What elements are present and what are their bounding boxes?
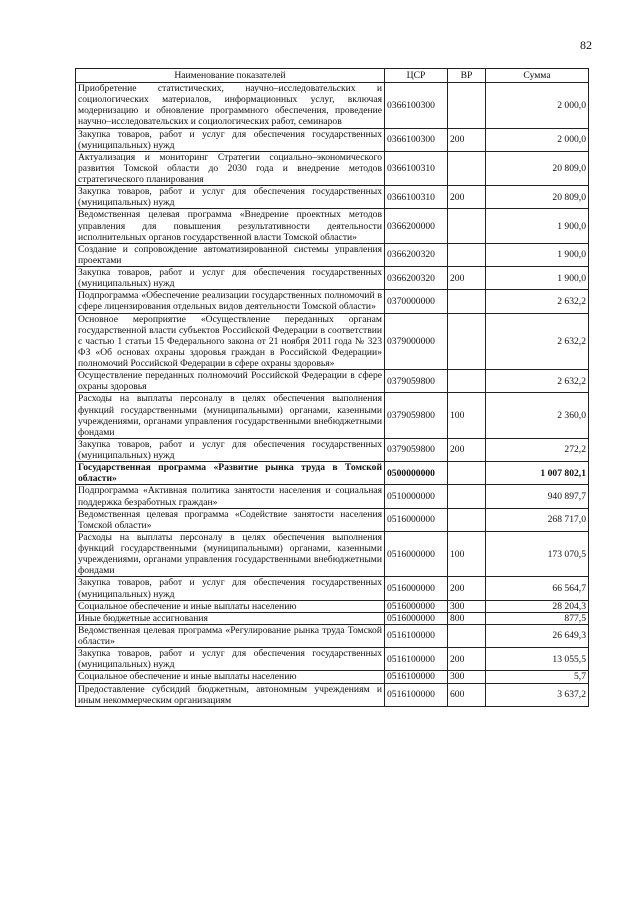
- cell-sum: 2 632,2: [486, 313, 589, 370]
- cell-csr: 0366100310: [385, 151, 448, 185]
- cell-name: Государственная программа «Развитие рынка труда в Томской области»: [76, 462, 385, 485]
- cell-vr: [448, 209, 486, 243]
- table-row: [76, 128, 589, 151]
- cell-vr: [448, 83, 486, 129]
- cell-csr: 0510000000: [385, 485, 448, 508]
- cell-vr: [448, 462, 486, 485]
- cell-csr: 0379059800: [385, 370, 448, 393]
- cell-vr: 100: [448, 393, 486, 439]
- cell-sum: 20 809,0: [486, 151, 589, 185]
- cell-vr: 600: [448, 683, 486, 706]
- table-row: [76, 186, 589, 209]
- cell-vr: 300: [448, 671, 486, 683]
- cell-vr: 200: [448, 577, 486, 600]
- cell-vr: [448, 508, 486, 531]
- cell-name: Социальное обеспечение и иные выплаты населению: [76, 600, 385, 612]
- cell-sum: 2 000,0: [486, 128, 589, 151]
- cell-sum: 1 007 802,1: [486, 462, 589, 485]
- table-row: [76, 624, 589, 647]
- cell-csr: 0516000000: [385, 508, 448, 531]
- cell-csr: 0500000000: [385, 462, 448, 485]
- cell-csr: 0516000000: [385, 577, 448, 600]
- cell-sum: 2 360,0: [486, 393, 589, 439]
- cell-sum: 1 900,0: [486, 267, 589, 290]
- cell-vr: [448, 313, 486, 370]
- cell-name: Закупка товаров, работ и услуг для обеспечения государственных (муниципальных) нужд: [76, 577, 385, 600]
- header-name: Наименование показателей: [76, 69, 385, 83]
- table-row: [76, 243, 589, 266]
- table-row: [76, 612, 589, 624]
- cell-csr: 0366200320: [385, 243, 448, 266]
- table-row: [76, 267, 589, 290]
- cell-vr: [448, 151, 486, 185]
- cell-vr: 200: [448, 267, 486, 290]
- cell-name: Расходы на выплаты персоналу в целях обеспечения выполнения функций государственными (муниципальными) органами, казенными учреждениями, органами управления государственными внебюджетными фондами: [76, 393, 385, 439]
- cell-sum: 877,5: [486, 612, 589, 624]
- cell-vr: [448, 290, 486, 313]
- table-header-row: [76, 69, 589, 83]
- cell-name: Закупка товаров, работ и услуг для обеспечения государственных (муниципальных) нужд: [76, 128, 385, 151]
- table-row: [76, 462, 589, 485]
- cell-csr: 0516100000: [385, 683, 448, 706]
- cell-name: Актуализация и мониторинг Стратегии социально–экономического развития Томской области до 2030 года и внедрение методов стратегического планирования: [76, 151, 385, 185]
- cell-csr: 0516100000: [385, 624, 448, 647]
- cell-sum: 2 632,2: [486, 290, 589, 313]
- table-row: [76, 671, 589, 683]
- cell-csr: 0379000000: [385, 313, 448, 370]
- cell-name: Социальное обеспечение и иные выплаты населению: [76, 671, 385, 683]
- cell-csr: 0379059800: [385, 438, 448, 461]
- cell-name: Иные бюджетные ассигнования: [76, 612, 385, 624]
- header-csr: ЦСР: [385, 69, 448, 83]
- cell-vr: [448, 370, 486, 393]
- cell-sum: 1 900,0: [486, 243, 589, 266]
- cell-name: Приобретение статистических, научно–исследовательских и социологических материалов, информационных услуг, включая модернизацию и обновление программного обеспечения, проведение научно–исследовательских и социологических работ, семинаров: [76, 83, 385, 129]
- table-row: [76, 313, 589, 370]
- cell-name: Ведомственная целевая программа «Внедрение проектных методов управления для повышения результативности деятельности исполнительных органов государственной власти Томской области»: [76, 209, 385, 243]
- cell-csr: 0366200320: [385, 267, 448, 290]
- cell-vr: [448, 243, 486, 266]
- cell-vr: 200: [448, 648, 486, 671]
- cell-csr: 0366100300: [385, 83, 448, 129]
- cell-vr: [448, 624, 486, 647]
- table-row: [76, 531, 589, 577]
- table-row: [76, 370, 589, 393]
- cell-csr: 0516100000: [385, 648, 448, 671]
- table-row: [76, 438, 589, 461]
- cell-sum: 3 637,2: [486, 683, 589, 706]
- table-row: [76, 648, 589, 671]
- budget-table: [75, 68, 589, 707]
- cell-csr: 0366200000: [385, 209, 448, 243]
- cell-name: Закупка товаров, работ и услуг для обеспечения государственных (муниципальных) нужд: [76, 438, 385, 461]
- cell-sum: 940 897,7: [486, 485, 589, 508]
- cell-name: Закупка товаров, работ и услуг для обеспечения государственных (муниципальных) нужд: [76, 648, 385, 671]
- cell-csr: 0516000000: [385, 612, 448, 624]
- table-row: [76, 683, 589, 706]
- cell-sum: 1 900,0: [486, 209, 589, 243]
- table-body: [76, 83, 589, 707]
- cell-vr: 300: [448, 600, 486, 612]
- cell-sum: 28 204,3: [486, 600, 589, 612]
- cell-name: Осуществление переданных полномочий Российской Федерации в сфере охраны здоровья: [76, 370, 385, 393]
- cell-name: Создание и сопровождение автоматизированной системы управления проектами: [76, 243, 385, 266]
- cell-name: Расходы на выплаты персоналу в целях обеспечения выполнения функций государственными (муниципальными) органами, казенными учреждениями, органами управления государственными внебюджетными фондами: [76, 531, 385, 577]
- cell-csr: 0366100300: [385, 128, 448, 151]
- cell-sum: 2 632,2: [486, 370, 589, 393]
- cell-sum: 173 070,5: [486, 531, 589, 577]
- table-row: [76, 393, 589, 439]
- cell-vr: 200: [448, 128, 486, 151]
- table-row: [76, 290, 589, 313]
- cell-sum: 13 055,5: [486, 648, 589, 671]
- cell-vr: 100: [448, 531, 486, 577]
- cell-name: Закупка товаров, работ и услуг для обеспечения государственных (муниципальных) нужд: [76, 267, 385, 290]
- cell-name: Основное мероприятие «Осуществление переданных органам государственной власти субъектов Российской Федерации в соответствии с частью 1 статьи 15 Федерального закона от 21 ноября 2011 года № 323 ФЗ «Об основах охраны здоровья граждан в Российской Федерации» полномочий Российской Федерации в сфере охраны здоровья»: [76, 313, 385, 370]
- header-vr: ВР: [448, 69, 486, 83]
- cell-name: Закупка товаров, работ и услуг для обеспечения государственных (муниципальных) нужд: [76, 186, 385, 209]
- cell-vr: 200: [448, 438, 486, 461]
- cell-csr: 0379059800: [385, 393, 448, 439]
- cell-name: Подпрограмма «Активная политика занятости населения и социальная поддержка безработных граждан»: [76, 485, 385, 508]
- cell-csr: 0516100000: [385, 671, 448, 683]
- cell-sum: 26 649,3: [486, 624, 589, 647]
- cell-sum: 5,7: [486, 671, 589, 683]
- cell-csr: 0516000000: [385, 531, 448, 577]
- cell-vr: 200: [448, 186, 486, 209]
- table-row: [76, 485, 589, 508]
- cell-sum: 268 717,0: [486, 508, 589, 531]
- table-row: [76, 151, 589, 185]
- table-row: [76, 508, 589, 531]
- table-row: [76, 600, 589, 612]
- table-row: [76, 83, 589, 129]
- cell-sum: 66 564,7: [486, 577, 589, 600]
- cell-vr: [448, 485, 486, 508]
- cell-name: Ведомственная целевая программа «Содействие занятости населения Томской области»: [76, 508, 385, 531]
- table-row: [76, 209, 589, 243]
- page-number: 82: [580, 38, 592, 52]
- cell-name: Подпрограмма «Обеспечение реализации государственных полномочий в сфере лицензирования отдельных видов деятельности Томской области»: [76, 290, 385, 313]
- cell-sum: 272,2: [486, 438, 589, 461]
- cell-csr: 0370000000: [385, 290, 448, 313]
- cell-sum: 20 809,0: [486, 186, 589, 209]
- cell-sum: 2 000,0: [486, 83, 589, 129]
- cell-name: Ведомственная целевая программа «Регулирование рынка труда Томской области»: [76, 624, 385, 647]
- header-sum: Сумма: [486, 69, 589, 83]
- cell-name: Предоставление субсидий бюджетным, автономным учреждениям и иным некоммерческим организациям: [76, 683, 385, 706]
- cell-csr: 0366100310: [385, 186, 448, 209]
- table-row: [76, 577, 589, 600]
- cell-vr: 800: [448, 612, 486, 624]
- cell-csr: 0516000000: [385, 600, 448, 612]
